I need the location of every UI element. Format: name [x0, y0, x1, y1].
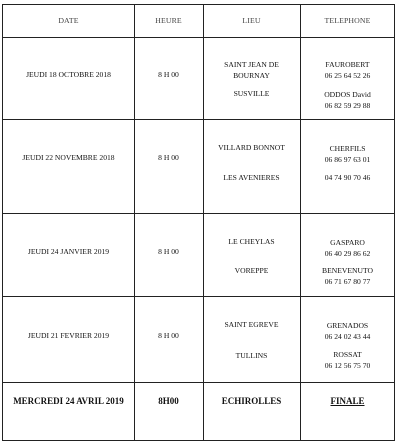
contact-1 [300, 59, 395, 81]
contact-2 [300, 349, 395, 371]
contact-2 [300, 89, 395, 111]
row-heure: 8 H 00 [158, 247, 179, 256]
lieu-1: SAINT JEAN DE BOURNAY [224, 60, 279, 80]
contact-name: FAUROBERT [325, 60, 370, 69]
contact-phone: 06 12 56 75 70 [324, 361, 371, 370]
contact-name: GASPARO [330, 238, 365, 247]
final-label: FINALE [330, 396, 365, 406]
contact-name: CHERFILS [329, 144, 366, 153]
lieu-1: LE CHEYLAS [228, 237, 275, 246]
row-date: JEUDI 21 FEVRIER 2019 [27, 331, 110, 340]
lieu-1: VILLARD BONNOT [218, 143, 285, 152]
contact-1 [300, 237, 395, 259]
contact-phone: 06 86 97 63 01 [324, 155, 371, 164]
row-divider [3, 382, 394, 383]
final-lieu: ECHIROLLES [221, 396, 282, 406]
contact-phone: 04 74 90 70 46 [324, 173, 371, 182]
row-date: JEUDI 24 JANVIER 2019 [27, 247, 110, 256]
lieu-2: TULLINS [235, 351, 268, 360]
header-heure: HEURE [155, 16, 182, 25]
final-date: MERCREDI 24 AVRIL 2019 [13, 396, 124, 406]
row-date: JEUDI 22 NOVEMBRE 2018 [22, 153, 115, 162]
header-lieu: LIEU [242, 16, 261, 25]
contact-phone: 06 24 02 43 44 [324, 332, 371, 341]
row-divider [3, 37, 394, 38]
final-heure: 8H00 [158, 396, 179, 406]
lieu-1: SAINT EGREVE [224, 320, 279, 329]
contact-phone: 06 40 29 86 62 [324, 249, 371, 258]
contact-name: BENEVENUTO [322, 266, 373, 275]
row-heure: 8 H 00 [158, 331, 179, 340]
contact-phone: 06 25 64 52 26 [324, 71, 371, 80]
contact-phone: 06 82 59 29 88 [324, 101, 371, 110]
row-date: JEUDI 18 OCTOBRE 2018 [26, 70, 111, 79]
contact-2 [300, 265, 395, 287]
row-divider [3, 296, 394, 297]
header-telephone: TELEPHONE [324, 16, 371, 25]
row-divider [3, 119, 394, 120]
contact-1 [300, 143, 395, 165]
row-divider [3, 213, 394, 214]
schedule-table [2, 4, 395, 441]
contact-name: GRENADOS [326, 321, 369, 330]
row-heure: 8 H 00 [158, 70, 179, 79]
lieu-2: VOREPPE [234, 266, 269, 275]
contact-name: ODDOS David [324, 90, 371, 99]
lieu-2: SUSVILLE [233, 89, 270, 98]
header-date: DATE [58, 16, 79, 25]
row-heure: 8 H 00 [158, 153, 179, 162]
lieu-2: LES AVENIERES [223, 173, 280, 182]
contact-phone: 06 71 67 80 77 [324, 277, 371, 286]
contact-name: ROSSAT [333, 350, 362, 359]
contact-1 [300, 320, 395, 342]
